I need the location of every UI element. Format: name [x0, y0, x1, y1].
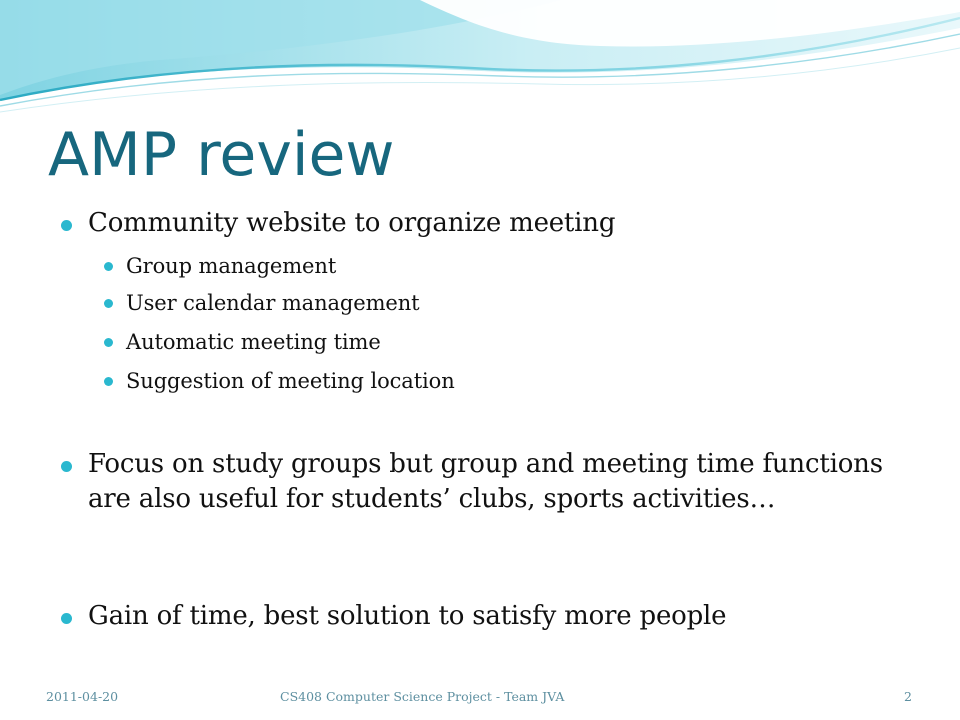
sub-bullet-item [126, 327, 906, 357]
sub-bullet-item [126, 251, 906, 281]
bullet-dot-icon [104, 262, 113, 271]
footer-date: 2011-04-20 [46, 689, 119, 704]
sub-bullet-item [126, 288, 906, 318]
sub-bullet-text: Group management [126, 254, 337, 278]
slide-number: 2 [904, 689, 912, 704]
bullet-dot-icon [61, 220, 72, 231]
bullet-text: Gain of time, best solution to satisfy more people [88, 601, 727, 631]
bullet-item [88, 599, 928, 634]
sub-bullet-text: User calendar management [126, 291, 420, 315]
sub-bullet-text: Suggestion of meeting location [126, 369, 455, 393]
bullet-item [88, 206, 928, 241]
bullet-item [88, 447, 928, 517]
bullet-dot-icon [61, 461, 72, 472]
bullet-dot-icon [61, 613, 72, 624]
bullet-text: Focus on study groups but group and meeting time functions are also useful for students’ clubs, sports activities… [88, 449, 883, 514]
footer-title: CS408 Computer Science Project - Team JVA [280, 689, 565, 704]
sub-bullet-text: Automatic meeting time [126, 330, 381, 354]
bullet-dot-icon [104, 299, 113, 308]
sub-bullet-item [126, 366, 906, 396]
bullet-dot-icon [104, 377, 113, 386]
bullet-text: Community website to organize meeting [88, 208, 616, 238]
bullet-dot-icon [104, 338, 113, 347]
slide-title: AMP review [48, 120, 395, 190]
